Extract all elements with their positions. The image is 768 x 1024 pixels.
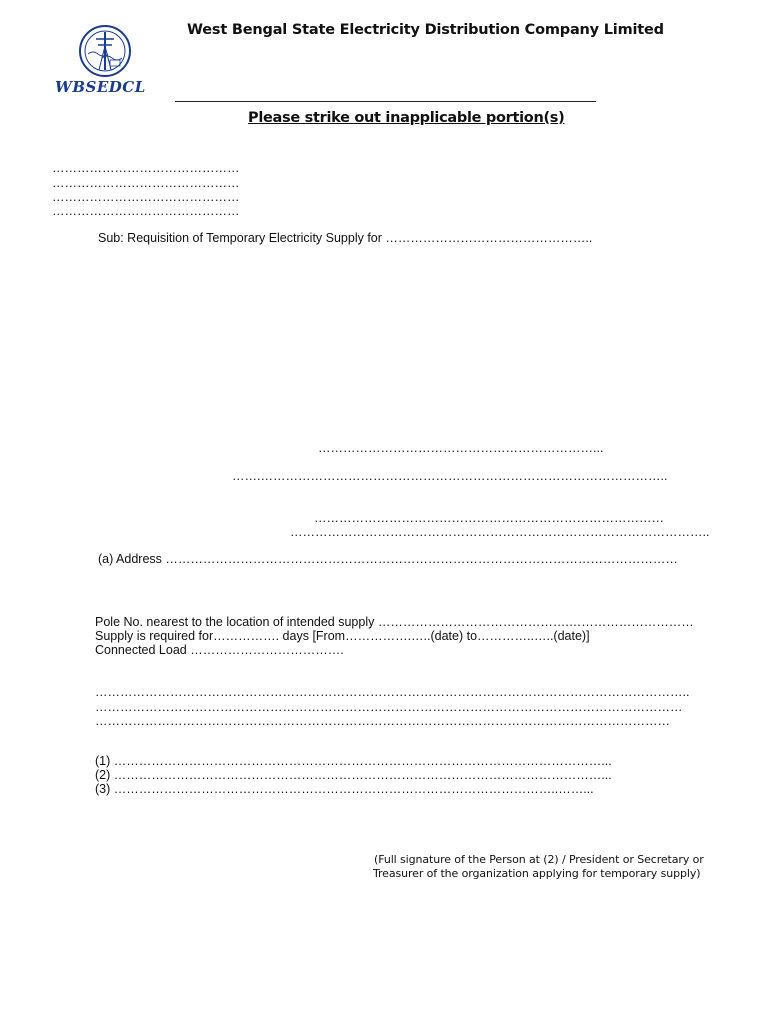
address-line-1: ……………………………………… bbox=[52, 161, 240, 175]
logo-wordmark: WBSEDCL bbox=[55, 78, 146, 96]
blank-line-2: …….…………………………………………………………………………………….. bbox=[232, 469, 668, 483]
blank-line-4: ……………………………………………………………………………………….. bbox=[290, 525, 710, 539]
numbered-line-2: (2) ………………………………………………………………………………………………………... bbox=[95, 768, 612, 782]
remarks-line-1: …………………………………………………………………………………………………………………………….. bbox=[95, 685, 690, 699]
signature-note-line-1: (Full signature of the Person at (2) / President or Secretary or bbox=[374, 853, 704, 866]
remarks-line-3: ………………………………………………………………………………………………………………………… bbox=[95, 714, 670, 728]
address-line-4: ……………………………………… bbox=[52, 204, 240, 218]
connected-load-line: Connected Load ………………………………. bbox=[95, 643, 344, 657]
blank-line-1: …………………………………………………………... bbox=[318, 441, 604, 455]
signature-note-line-2: Treasurer of the organization applying for temporary supply) bbox=[373, 867, 701, 880]
subject-line: Sub: Requisition of Temporary Electricity Supply for ………………………………………….. bbox=[98, 231, 593, 245]
header-rule bbox=[175, 101, 596, 102]
address-line-2: ……………………………………… bbox=[52, 176, 240, 190]
numbered-line-1: (1) ………………………………………………………………………………………………………... bbox=[95, 754, 612, 768]
wbsedcl-logo bbox=[52, 24, 162, 100]
numbered-line-3: (3) ……………………………………………………………………………………………..……... bbox=[95, 782, 594, 796]
address-field: (a) Address …………………………………………………………………………………………………………… bbox=[98, 552, 678, 566]
blank-line-3: ………………………………………………………………………… bbox=[314, 511, 664, 525]
remarks-line-2: …………………………………………………………………………………………………………………………… bbox=[95, 700, 683, 714]
strike-instruction: Please strike out inapplicable portion(s) bbox=[248, 110, 565, 126]
company-name: West Bengal State Electricity Distribution Company Limited bbox=[187, 22, 664, 38]
address-line-3: ……………………………………… bbox=[52, 190, 240, 204]
supply-duration-line: Supply is required for……………. days [From…………….…..(date) to…………..…..(date)] bbox=[95, 629, 590, 643]
pole-number-line: Pole No. nearest to the location of intended supply ……………………………………….………………………… bbox=[95, 615, 694, 629]
